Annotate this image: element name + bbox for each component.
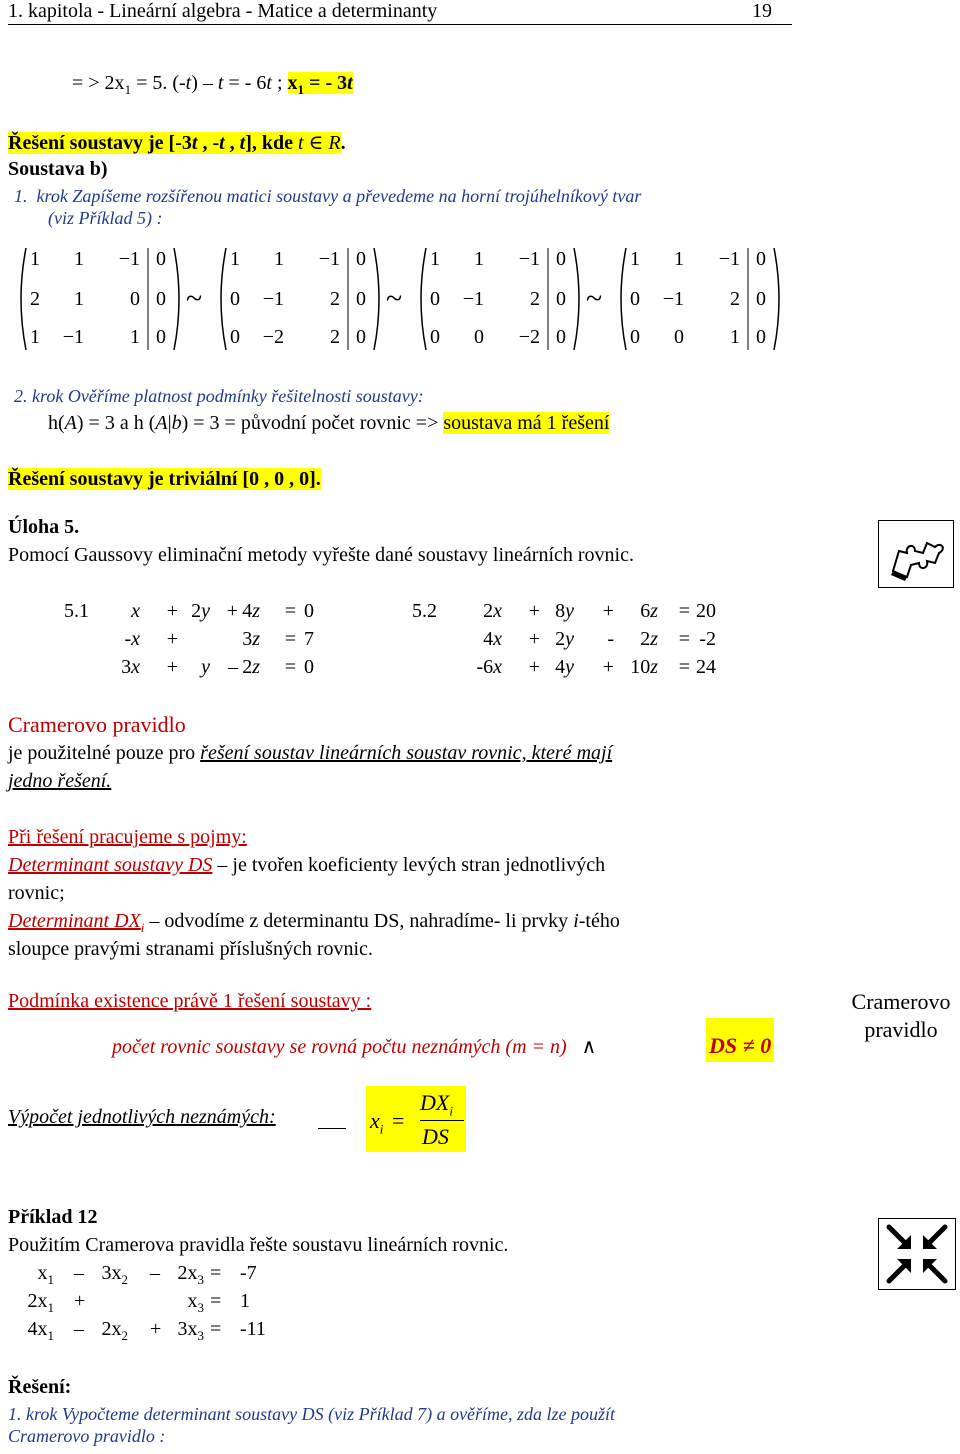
matrix-2 (218, 244, 382, 354)
header-rule (8, 24, 792, 25)
system-term: 7 (304, 628, 314, 650)
matrix-cell: 1 (130, 326, 140, 348)
system-term: 3z (242, 628, 260, 650)
system-term: – (228, 656, 238, 678)
system-term: = (678, 656, 690, 678)
step2-line: 2. krok Ověříme platnost podmínky řešitelnosti soustavy: (14, 386, 424, 406)
matrix-cell: −1 (462, 288, 484, 310)
formula-eq: = (392, 1108, 405, 1133)
matrix-cell: 0 (756, 288, 766, 310)
system-term: 3x (121, 656, 140, 678)
example12-title: Příklad 12 (8, 1206, 98, 1228)
system-term: + (528, 600, 540, 622)
ds-definition: Determinant soustavy DS – je tvořen koeficienty levých stran jednotlivých (8, 854, 606, 876)
matrix-cell: 0 (230, 288, 240, 310)
rank-line: h(A) = 3 a h (A|b) = 3 = původní počet rovnic => soustava má 1 řešení (48, 412, 610, 434)
matrix-cell: 0 (556, 288, 566, 310)
tilde-2: ~ (386, 282, 403, 315)
formula-fraction-bar (420, 1120, 464, 1121)
matrix-cell: 1 (274, 248, 284, 270)
solution12-line2: Cramerovo pravidlo : (8, 1426, 166, 1446)
matrix-cell: 0 (156, 326, 166, 348)
matrix-cell: 0 (630, 288, 640, 310)
system-term: + (528, 628, 540, 650)
system-term: 0 (304, 656, 314, 678)
system-term: x (131, 600, 140, 622)
trivial-solution: Řešení soustavy je triviální [0 , 0 , 0]. (8, 468, 321, 490)
formula-xi: $x_i$ (370, 1108, 384, 1137)
system-term: + (166, 656, 178, 678)
matrix-cell: 0 (356, 288, 366, 310)
result-line: = > $2x_1 = 5$. (-t) – t = - 6t ; $x_1$ = - 3t (72, 72, 353, 97)
tilde-1: ~ (186, 282, 203, 315)
ds-nonzero: DS ≠ 0 (706, 1018, 774, 1062)
matrix-cell: −1 (718, 248, 740, 270)
step1-line2: (viz Příklad 5) : (48, 208, 163, 228)
solution12-line1: 1. krok Vypočteme determinant soustavy DS (viz Příklad 7) a ověříme, zda lze použít (8, 1404, 616, 1424)
system-term: + (166, 600, 178, 622)
system-term: + (166, 628, 178, 650)
header-title: 1. kapitola - Lineární algebra - Matice a determinanty (8, 0, 438, 22)
system-term: 2y (555, 628, 574, 650)
matrix-cell: 0 (756, 326, 766, 348)
matrix-cell: 0 (474, 326, 484, 348)
arrows-in-icon (878, 1218, 956, 1290)
matrix-cell: 1 (74, 288, 84, 310)
matrix-cell: 2 (730, 288, 740, 310)
system-term: -2 (699, 628, 716, 650)
step1-line: 1. krok Zapíšeme rozšířenou matici soustavy a převedeme na horní trojúhelníkový tvar (14, 186, 642, 206)
matrix-cell: 0 (156, 248, 166, 270)
matrix-cell: 1 (30, 326, 40, 348)
formula-num: $DX_i$ (420, 1090, 453, 1119)
ds-definition-2: rovnic; (8, 882, 65, 904)
matrix-cell: 0 (756, 248, 766, 270)
matrix-cell: −1 (62, 326, 84, 348)
system-term: -x (124, 628, 140, 650)
matrix-cell: 1 (674, 248, 684, 270)
system-term: = (678, 628, 690, 650)
soustava-b: Soustava b) (8, 158, 108, 180)
cramer-line2: jedno řešení. (8, 770, 112, 792)
matrix-cell: 0 (674, 326, 684, 348)
system-term: 4z (242, 600, 260, 622)
example12-text: Použitím Cramerova pravidla řešte soustavu lineárních rovnic. (8, 1234, 509, 1256)
side-label: Cramerovo pravidlo (851, 989, 951, 1042)
tilde-3: ~ (586, 282, 603, 315)
matrix-cell: −1 (318, 248, 340, 270)
system-term: + (602, 600, 614, 622)
terms-title: Při řešení pracujeme s pojmy: (8, 826, 247, 848)
system-term: + (602, 656, 614, 678)
system-term: 4y (555, 656, 574, 678)
matrix-3 (418, 244, 582, 354)
page-number: 19 (752, 0, 772, 22)
task5-title: Úloha 5. (8, 516, 80, 538)
matrix-cell: 1 (430, 248, 440, 270)
condition-text: počet rovnic soustavy se rovná počtu neznámých (m = n) ∧ (112, 1036, 597, 1058)
matrix-cell: 1 (74, 248, 84, 270)
system-term: - (607, 628, 614, 650)
system-term: 2x (483, 600, 502, 622)
matrix-cell: 0 (156, 288, 166, 310)
matrix-cell: 0 (356, 248, 366, 270)
puzzle-icon (878, 520, 954, 588)
system-term: 10z (630, 656, 658, 678)
matrix-cell: 2 (530, 288, 540, 310)
system-term: = (284, 600, 296, 622)
matrix-cell: 0 (230, 326, 240, 348)
system-term: + (528, 656, 540, 678)
calc-underline-tail (318, 1106, 346, 1129)
matrix-cell: −1 (262, 288, 284, 310)
matrix-4 (618, 244, 782, 354)
matrix-cell: 1 (230, 248, 240, 270)
dx-definition: Determinant $DX_i$ – odvodíme z determinantu DS, nahradíme- li prvky i-tého (8, 910, 620, 935)
system-term: 20 (696, 600, 716, 622)
matrix-cell: 0 (556, 326, 566, 348)
condition-title: Podmínka existence právě 1 řešení soustavy : (8, 990, 372, 1012)
matrix-cell: 2 (30, 288, 40, 310)
system-term: 8y (555, 600, 574, 622)
system-term: = (284, 628, 296, 650)
matrix-cell: 0 (630, 326, 640, 348)
matrix-cell: 2 (330, 288, 340, 310)
matrix-cell: −1 (518, 248, 540, 270)
system-term: 2y (191, 600, 210, 622)
matrix-cell: 0 (430, 288, 440, 310)
matrix-cell: −2 (262, 326, 284, 348)
system-term: 2z (640, 628, 658, 650)
matrix-cell: 0 (430, 326, 440, 348)
calc-label: Výpočet jednotlivých neznámých: (8, 1106, 276, 1128)
matrix-cell: 0 (130, 288, 140, 310)
system-term: = (678, 600, 690, 622)
system-term: 6z (640, 600, 658, 622)
matrix-cell: 1 (630, 248, 640, 270)
system-term: -6x (476, 656, 502, 678)
matrix-cell: −2 (518, 326, 540, 348)
matrix-cell: 0 (556, 248, 566, 270)
solution-a: Řešení soustavy je [-3t , -t , t], kde t ∈ R. (8, 132, 346, 154)
matrix-cell: 2 (330, 326, 340, 348)
system-term: 24 (696, 656, 716, 678)
formula-den: DS (422, 1124, 449, 1149)
system-term: = (284, 656, 296, 678)
task5-text: Pomocí Gaussovy eliminační metody vyřešte dané soustavy lineárních rovnic. (8, 544, 634, 566)
system-label: 5.2 (412, 600, 437, 622)
system-term: + (226, 600, 238, 622)
system-label: 5.1 (64, 600, 89, 622)
matrix-cell: 0 (356, 326, 366, 348)
cramer-line1: je použitelné pouze pro řešení soustav lineárních soustav rovnic, které mají (8, 742, 613, 764)
system-term: y (201, 656, 210, 678)
matrix-cell: −1 (118, 248, 140, 270)
matrix-cell: −1 (662, 288, 684, 310)
dx-definition-2: sloupce pravými stranami příslušných rovnic. (8, 938, 373, 960)
solution12-title: Řešení: (8, 1376, 72, 1398)
matrix-1 (18, 244, 182, 354)
system-term: 2z (242, 656, 260, 678)
matrix-cell: 1 (730, 326, 740, 348)
system-term: 4x (483, 628, 502, 650)
system-term: 0 (304, 600, 314, 622)
cramer-title: Cramerovo pravidlo (8, 712, 186, 737)
matrix-cell: 1 (30, 248, 40, 270)
matrix-cell: 1 (474, 248, 484, 270)
